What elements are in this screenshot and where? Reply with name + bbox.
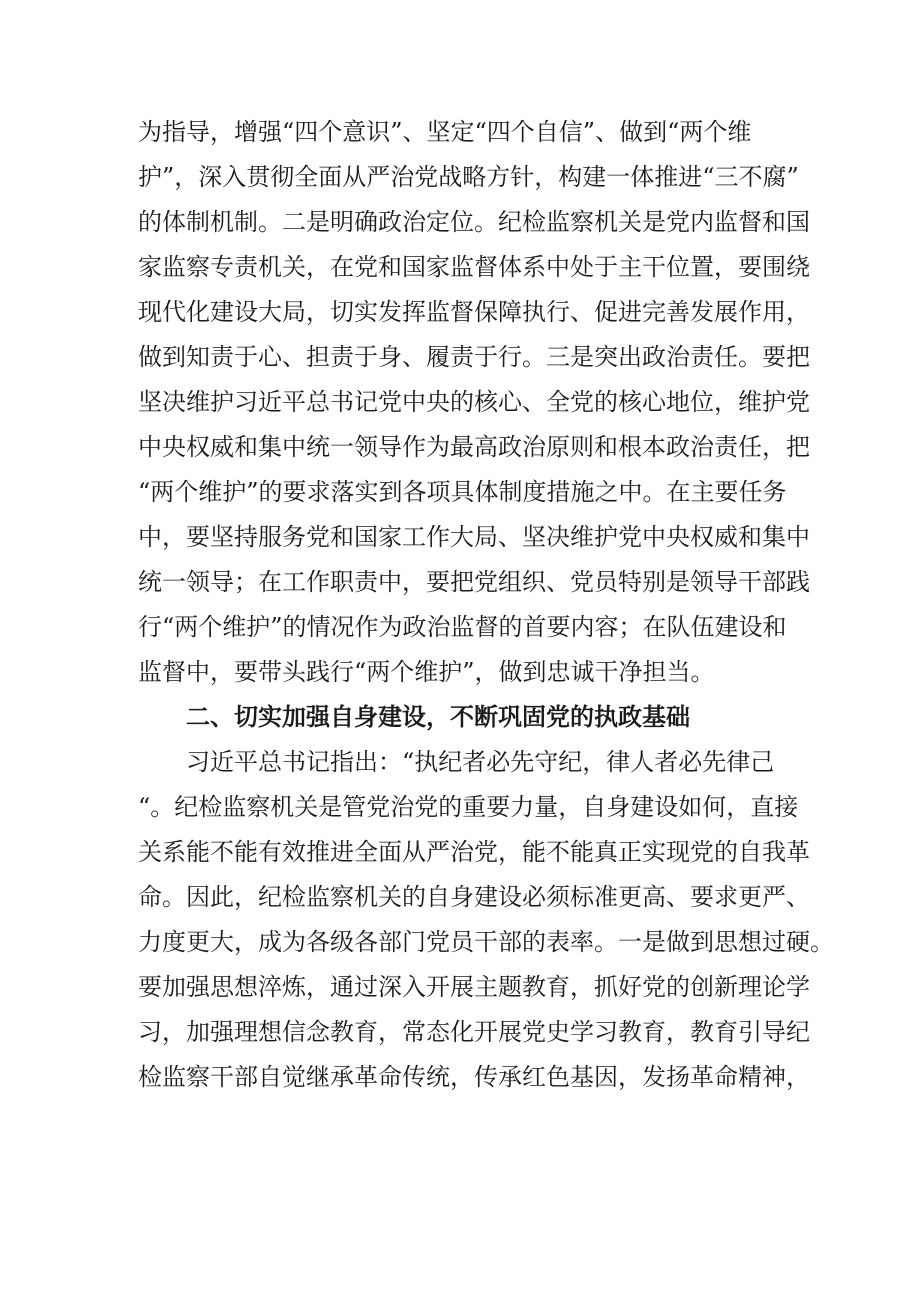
paragraph-line: 护”，深入贯彻全面从严治党战略方针，构建一体推进“三不腐” (138, 163, 799, 191)
paragraph-line: 中央权威和集中统一领导作为最高政治原则和根本政治责任，把 (138, 433, 810, 461)
paragraph-line: 的体制机制。二是明确政治定位。纪检监察机关是党内监督和国 (138, 208, 810, 236)
paragraph-line: 中，要坚持服务党和国家工作大局、坚决维护党中央权威和集中 (138, 523, 810, 551)
paragraph-line: 做到知责于心、担责于身、履责于行。三是突出政治责任。要把 (138, 343, 810, 371)
paragraph-line: 关系能不能有效推进全面从严治党，能不能真正实现党的自我革 (138, 838, 810, 866)
paragraph-line: 家监察专责机关，在党和国家监督体系中处于主干位置，要围绕 (138, 253, 810, 281)
paragraph-line: 习近平总书记指出：“执纪者必先守纪，律人者必先律己 (186, 748, 775, 776)
paragraph-line: 检监察干部自觉继承革命传统，传承红色基因，发扬革命精神， (138, 1063, 810, 1091)
paragraph-line: 要加强思想淬炼，通过深入开展主题教育，抓好党的创新理论学 (138, 973, 810, 1001)
section-heading: 二、切实加强自身建设，不断巩固党的执政基础 (186, 703, 690, 731)
paragraph-line: 命。因此，纪检监察机关的自身建设必须标准更高、要求更严、 (138, 883, 810, 911)
paragraph-line: 现代化建设大局，切实发挥监督保障执行、促进完善发展作用， (138, 298, 810, 326)
paragraph-line: 为指导，增强“四个意识”、坚定“四个自信”、做到“两个维 (138, 118, 752, 146)
paragraph-line: 习，加强理想信念教育，常态化开展党史学习教育，教育引导纪 (138, 1018, 810, 1046)
paragraph-line: “两个维护”的要求落实到各项具体制度措施之中。在主要任务 (138, 478, 787, 506)
paragraph-line: 力度更大，成为各级各部门党员干部的表率。一是做到思想过硬。 (138, 928, 834, 956)
paragraph-line: 统一领导；在工作职责中，要把党组织、党员特别是领导干部践 (138, 568, 810, 596)
paragraph-line: “。纪检监察机关是管党治党的重要力量，自身建设如何，直接 (138, 793, 799, 821)
paragraph-line: 监督中，要带头践行“两个维护”，做到忠诚干净担当。 (138, 658, 715, 686)
paragraph-line: 坚决维护习近平总书记党中央的核心、全党的核心地位，维护党 (138, 388, 810, 416)
paragraph-line: 行“两个维护”的情况作为政治监督的首要内容；在队伍建设和 (138, 613, 787, 641)
